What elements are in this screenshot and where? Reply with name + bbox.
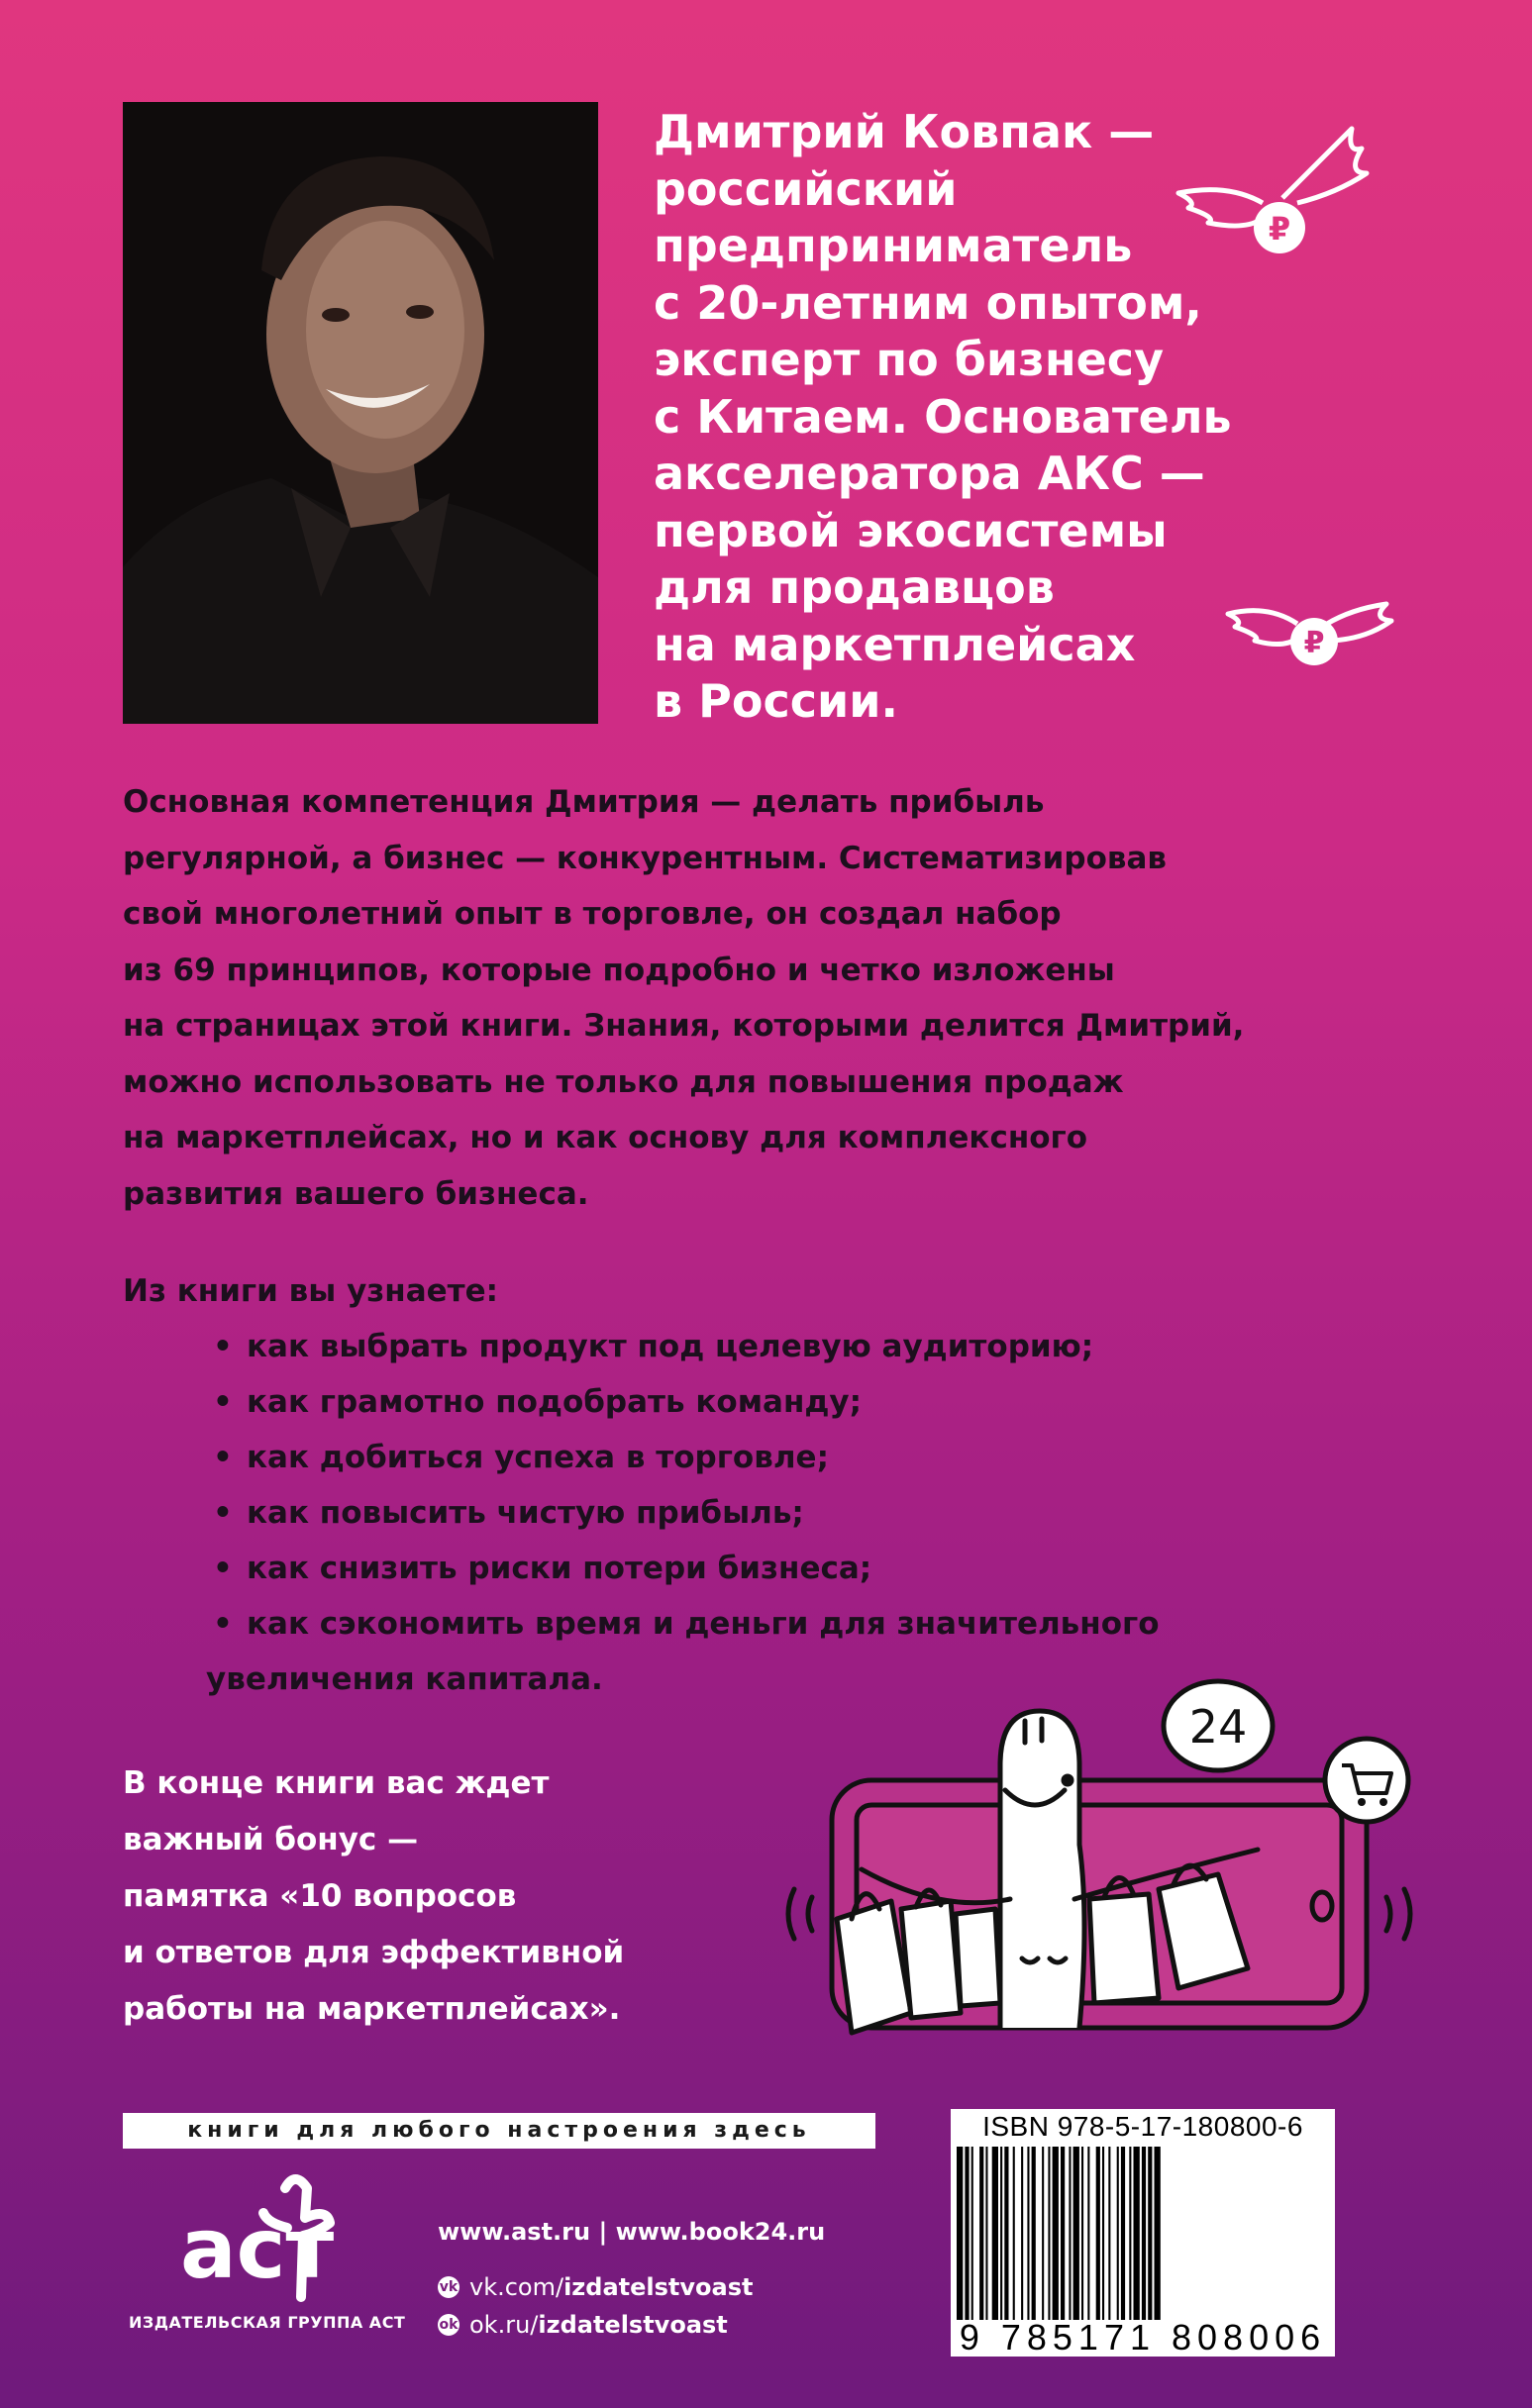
body-line: Основная компетенция Дмитрия — делать прибыль	[123, 784, 1045, 820]
phone-shopping-illustration	[753, 1671, 1426, 2048]
intro-line: с 20-летним опытом,	[654, 275, 1202, 330]
cart-icon	[1325, 1739, 1408, 1822]
bullet: •	[213, 1551, 233, 1586]
barcode-bar	[1042, 2147, 1044, 2320]
logo-text: аст	[180, 2200, 335, 2297]
intro-line: Дмитрий Ковпак —	[654, 105, 1155, 158]
vk-handle: izdatelstvoast	[563, 2273, 754, 2301]
list-item	[213, 1319, 1160, 1374]
intro-line: акселератора АКС —	[654, 447, 1205, 500]
body-line: из 69 принципов, которые подробно и четко изложены	[123, 952, 1115, 988]
barcode-bar	[979, 2147, 983, 2320]
list-item	[213, 1374, 1160, 1430]
barcode-bar	[1087, 2147, 1089, 2320]
bullet: •	[213, 1329, 233, 1364]
barcode-bar	[1021, 2147, 1023, 2320]
list-item-text: как добиться успеха в торговле;	[247, 1440, 829, 1475]
barcode-bar	[965, 2147, 969, 2320]
list-item	[213, 1430, 1160, 1485]
intro-line: предприниматель	[654, 219, 1133, 272]
bonus-text	[123, 1756, 624, 2038]
barcode-bar	[1069, 2147, 1071, 2320]
bullet: •	[213, 1440, 233, 1475]
barcode-bar	[1134, 2147, 1140, 2320]
isbn-number: ISBN 978-5-17-180800-6	[982, 2111, 1303, 2142]
ok-icon: ok	[438, 2314, 460, 2336]
ast-logo	[168, 2168, 337, 2307]
intro-line: в России.	[654, 674, 898, 728]
barcode-bar	[1000, 2147, 1002, 2320]
list-item-text: как повысить чистую прибыль;	[247, 1495, 804, 1531]
bonus-line: и ответов для эффективной	[123, 1935, 625, 1970]
intro-line: на маркетплейсах	[654, 617, 1136, 671]
vk-prefix: vk.com/	[469, 2273, 564, 2301]
barcode-bar	[1048, 2147, 1050, 2320]
barcode-bar	[1053, 2147, 1059, 2320]
barcode-digits: 9 785171 808006	[959, 2317, 1327, 2358]
list-item-text: как снизить риски потери бизнеса;	[247, 1551, 872, 1586]
svg-text:₽: ₽	[1268, 210, 1291, 248]
description-paragraph	[123, 774, 1430, 1222]
body-line: свой многолетний опыт в торговле, он создал набор	[123, 896, 1062, 932]
badge-24: 24	[1188, 1700, 1248, 1754]
list-item-continuation: увеличения капитала.	[206, 1661, 603, 1697]
intro-line: с Китаем. Основатель	[654, 389, 1232, 444]
barcode-bar	[1073, 2147, 1079, 2320]
barcode-bar	[971, 2147, 973, 2320]
barcode-bar	[992, 2147, 998, 2320]
barcode-bar	[1121, 2147, 1125, 2320]
ok-handle: izdatelstvoast	[538, 2311, 728, 2339]
tagline: книги для любого настроения здесь	[123, 2113, 875, 2149]
bonus-line: памятка «10 вопросов	[123, 1878, 517, 1914]
barcode-bar	[1117, 2147, 1119, 2320]
intro-line: эксперт по бизнесу	[654, 333, 1165, 386]
publisher-caption: ИЗДАТЕЛЬСКАЯ ГРУППА АСТ	[129, 2313, 406, 2332]
intro-line: для продавцов	[654, 560, 1055, 614]
barcode-bars	[957, 2147, 1329, 2320]
barcode-bar	[1155, 2147, 1161, 2320]
barcode-bar	[1032, 2147, 1036, 2320]
list-item	[213, 1596, 1160, 1652]
barcode-bar	[1027, 2147, 1029, 2320]
barcode-bar	[1102, 2147, 1104, 2320]
author-photo	[123, 102, 598, 724]
bonus-line: важный бонус —	[123, 1822, 419, 1857]
svg-text:₽: ₽	[1303, 626, 1325, 660]
ok-prefix: ok.ru/	[469, 2311, 539, 2339]
body-line: на маркетплейсах, но и как основу для комплексного	[123, 1120, 1088, 1155]
list-item	[213, 1541, 1160, 1596]
vk-link[interactable]	[438, 2273, 753, 2301]
bullet: •	[213, 1384, 233, 1420]
intro-line: первой экосистемы	[654, 503, 1168, 557]
ok-link[interactable]	[438, 2311, 728, 2339]
barcode-bar	[1081, 2147, 1083, 2320]
barcode-bar	[985, 2147, 987, 2320]
list-item	[213, 1485, 1160, 1541]
intro-line: российский	[654, 161, 958, 216]
list-item-text: как выбрать продукт под целевую аудиторию;	[247, 1329, 1094, 1364]
flying-ruble-icon	[1169, 124, 1377, 262]
vk-icon: vk	[438, 2276, 460, 2298]
learn-list	[206, 1319, 1160, 1707]
barcode-bar	[1142, 2147, 1146, 2320]
body-line: можно использовать не только для повышения продаж	[123, 1063, 1124, 1100]
barcode-bar	[1148, 2147, 1152, 2320]
barcode-bar	[1129, 2147, 1131, 2320]
barcode-bar	[957, 2147, 963, 2320]
barcode	[951, 2109, 1335, 2357]
body-line: развития вашего бизнеса.	[123, 1175, 589, 1212]
body-line: на страницах этой книги. Знания, которыми делится Дмитрий,	[123, 1008, 1245, 1044]
barcode-bar	[1061, 2147, 1065, 2320]
list-item-text: как сэкономить время и деньги для значительного	[247, 1606, 1160, 1642]
barcode-bar	[1013, 2147, 1015, 2320]
bullet: •	[213, 1606, 233, 1642]
publisher-links[interactable]: www.ast.ru | www.book24.ru	[438, 2218, 826, 2246]
flying-ruble-icon	[1223, 559, 1401, 678]
learn-title: Из книги вы узнаете:	[123, 1273, 499, 1309]
body-line: регулярной, а бизнес — конкурентным. Систематизировав	[123, 840, 1168, 876]
barcode-bar	[1108, 2147, 1110, 2320]
list-item-text: как грамотно подобрать команду;	[247, 1384, 863, 1420]
barcode-bar	[1096, 2147, 1100, 2320]
barcode-bar	[1004, 2147, 1008, 2320]
bonus-line: работы на маркетплейсах».	[123, 1991, 621, 2027]
bullet: •	[213, 1495, 233, 1531]
bonus-line: В конце книги вас ждет	[123, 1765, 550, 1801]
